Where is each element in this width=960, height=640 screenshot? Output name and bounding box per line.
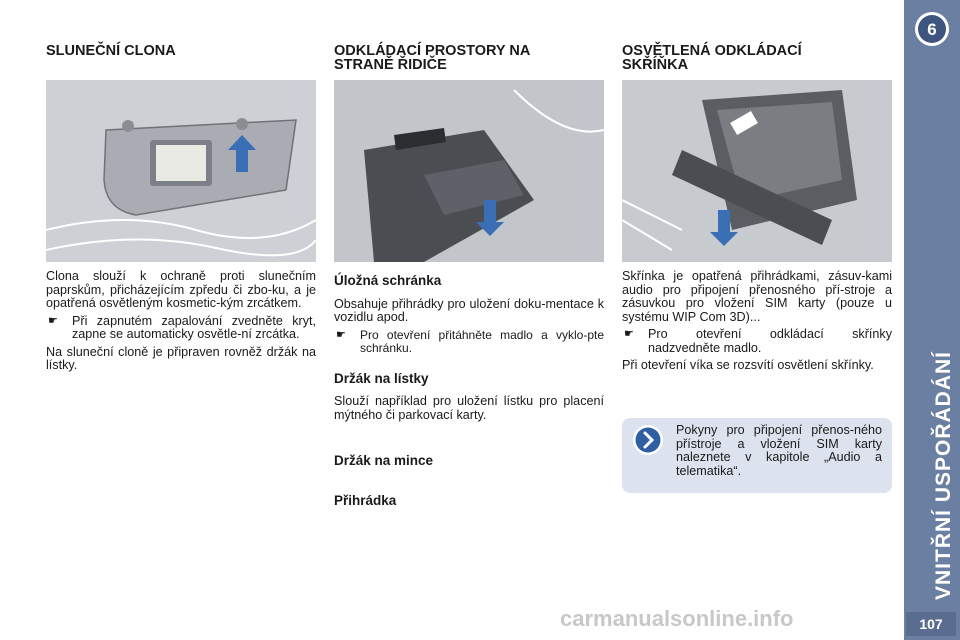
subhead-coin-holder: Držák na mince bbox=[334, 453, 434, 468]
glovebox-illustration bbox=[622, 80, 892, 262]
col-sun-visor bbox=[46, 44, 318, 58]
subhead-storage-box: Úložná schránka bbox=[334, 273, 442, 288]
col1-body bbox=[46, 270, 316, 377]
driver-storage-illustration bbox=[334, 80, 604, 262]
bullet-text: Při zapnutém zapalování zvedněte kryt, zapne se automaticky osvětle-ní zrcátka. bbox=[72, 313, 316, 341]
heading-line-2: SKŘÍŇKA bbox=[622, 57, 689, 73]
sun-visor-illustration bbox=[46, 80, 316, 262]
page-number: 107 bbox=[906, 612, 956, 636]
info-note-box bbox=[622, 418, 892, 493]
chapter-title: VNITŘNÍ USPOŘÁDÁNÍ bbox=[932, 350, 955, 600]
ticket-holder-note: Na sluneční cloně je připraven rovněž držák na lístky. bbox=[46, 344, 316, 372]
bullet-text: Pro otevření přitáhněte madlo a vyklo-pte schránku. bbox=[360, 327, 604, 355]
glovebox-light-note: Při otevření víka se rozsvítí osvětlení skřínky. bbox=[622, 358, 874, 372]
chevron-right-circle-icon bbox=[632, 424, 664, 456]
heading-line-1: ODKLÁDACÍ PROSTORY NA bbox=[334, 43, 531, 59]
subhead-ticket-holder: Držák na lístky bbox=[334, 370, 429, 386]
heading-line-2: STRANĚ ŘIDIČE bbox=[334, 57, 447, 73]
bullet-text: Pro otevření odkládací skřínky nadzvedněte madlo. bbox=[648, 327, 892, 355]
glovebox-bullet bbox=[622, 328, 892, 355]
heading-sun-visor: SLUNEČNÍ CLONA bbox=[46, 43, 176, 59]
storage-box-bullet bbox=[334, 329, 604, 356]
sun-visor-description: Clona slouží k ochraně proti slunečním paprskům, přicházejícím zpředu či zbo-ku, a je opatřená osvětleným kosmetic-kým zrcátkem. bbox=[46, 269, 316, 310]
storage-box-description: Obsahuje přihrádky pro uložení doku-mentace k vozidlu apod. bbox=[334, 296, 604, 324]
col-glovebox bbox=[622, 44, 894, 72]
watermark: carmanualsonline.info bbox=[560, 606, 794, 631]
subhead-compartment: Přihrádka bbox=[334, 492, 397, 508]
arrow-bullet-icon: ☛ bbox=[336, 328, 346, 341]
heading-driver-storage bbox=[334, 44, 606, 72]
chapter-number-badge bbox=[913, 10, 951, 48]
info-note-text: Pokyny pro připojení přenos-ného přístroje a vložení SIM karty naleznete v kapitole „Audio a telematika“. bbox=[676, 423, 882, 478]
chapter-number: 6 bbox=[927, 20, 937, 39]
arrow-bullet-icon: ☛ bbox=[48, 314, 58, 327]
heading-glovebox bbox=[622, 44, 894, 72]
col2-body bbox=[334, 274, 604, 511]
heading-line-1: OSVĚTLENÁ ODKLÁDACÍ bbox=[622, 43, 802, 59]
ticket-holder-description: Slouží například pro uložení lístku pro placení mýtného či parkovací karty. bbox=[334, 394, 604, 422]
arrow-bullet-icon: ☛ bbox=[624, 328, 634, 340]
col-driver-storage bbox=[334, 44, 606, 72]
col3-body bbox=[622, 270, 892, 377]
glovebox-description: Skřínka je opatřená přihrádkami, zásuv-kami audio pro připojení přenosného pří-stroje a zásuvkou pro vložení SIM karty (pouze u systému WIP Com 3D)... bbox=[622, 269, 892, 324]
sun-visor-bullet bbox=[46, 315, 316, 342]
